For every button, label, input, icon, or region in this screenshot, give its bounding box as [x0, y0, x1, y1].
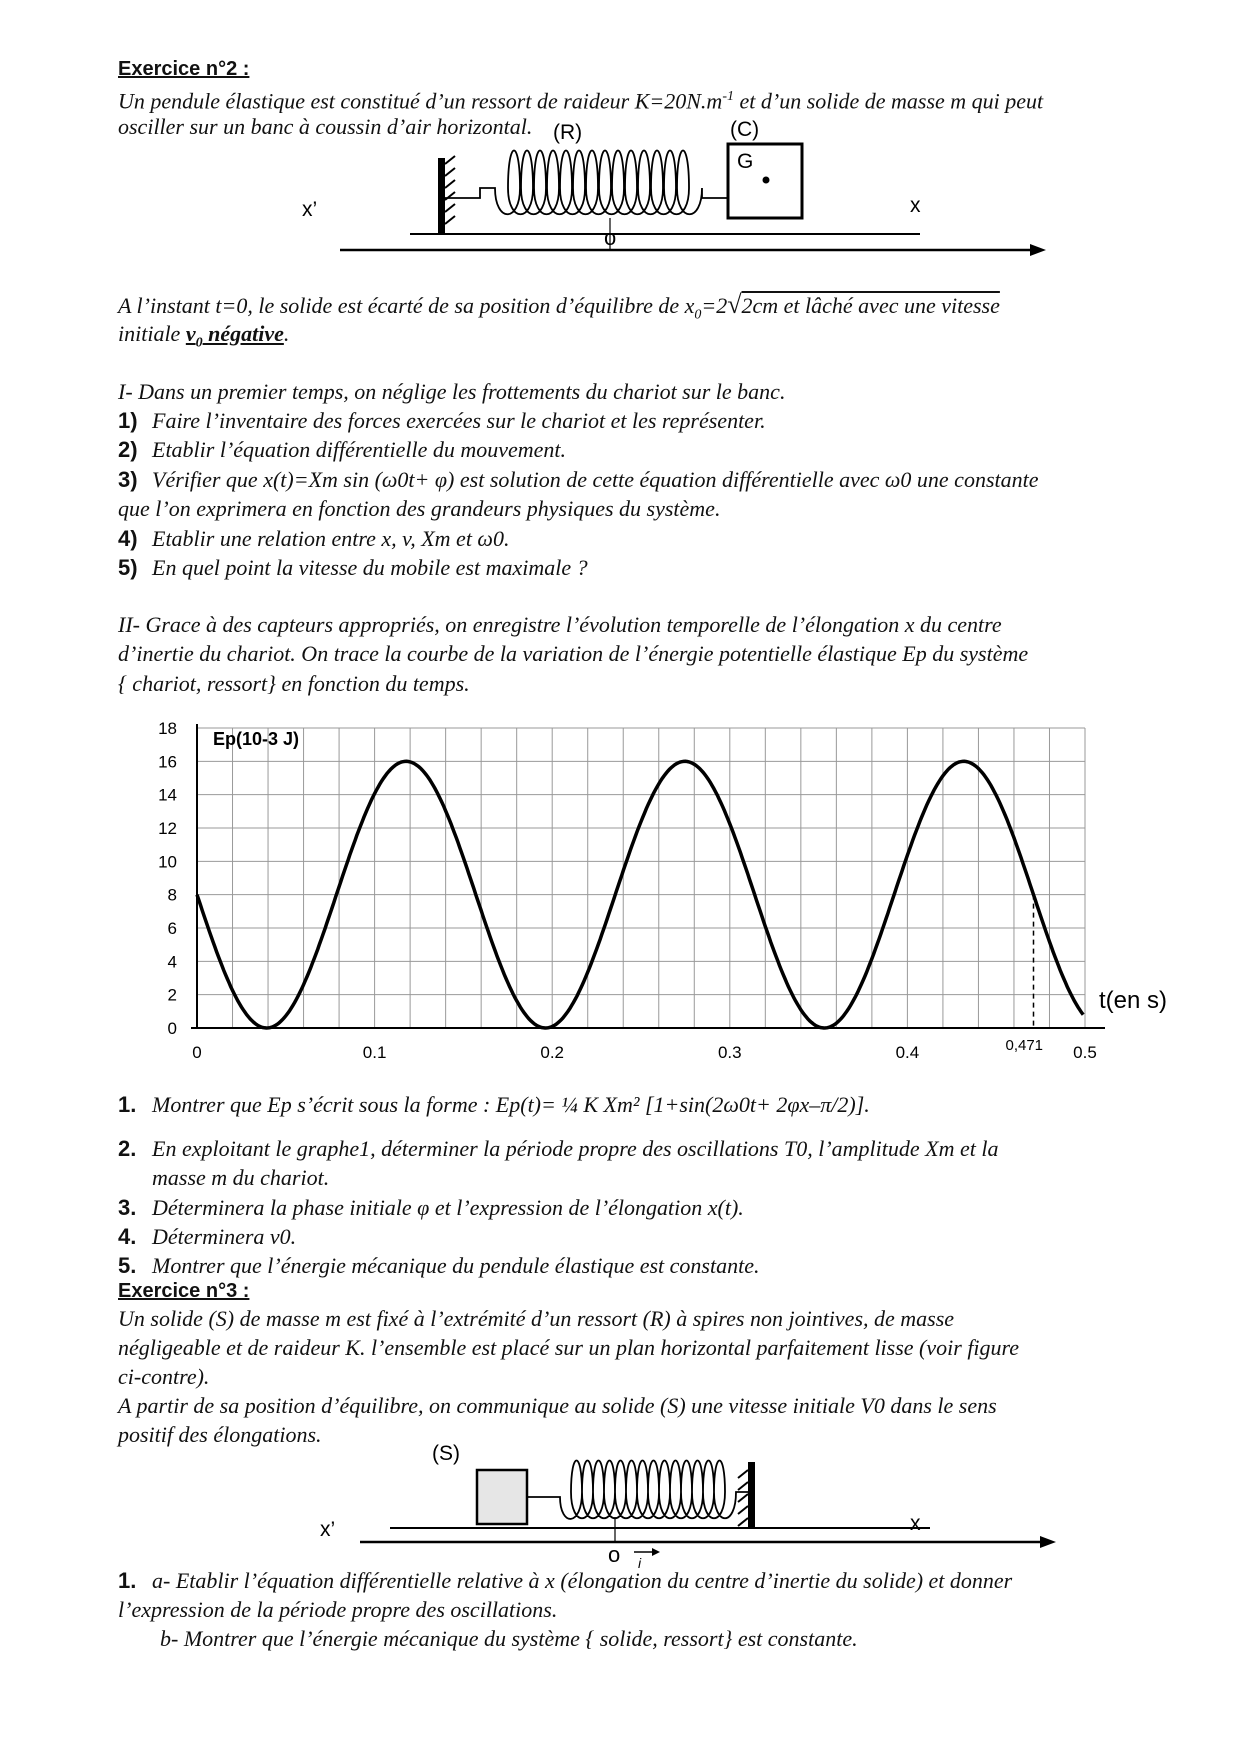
solid-label: (S): [432, 1442, 460, 1465]
y-tick-label: 12: [158, 819, 177, 838]
exercise-3-line: Un solide (S) de masse m est fixé à l’extrémité d’un ressort (R) à spires non jointives, de masse: [118, 1306, 955, 1331]
axis-left-label: x’: [302, 198, 318, 221]
y-tick-label: 18: [158, 719, 177, 738]
part1-title: I- Dans un premier temps, on néglige les frottements du chariot sur le banc.: [118, 379, 786, 404]
question-item: 5. Montrer que l’énergie mécanique du pendule élastique est constante.: [118, 1253, 760, 1278]
part2-line: { chariot, ressort} en fonction du temps.: [118, 671, 470, 696]
exercise-2-heading: Exercice n°2 :: [118, 58, 250, 80]
exercise-2-intro-line2: osciller sur un banc à coussin d’air horizontal.: [118, 114, 533, 139]
y-tick-label: 8: [167, 885, 177, 905]
ep-chart: [140, 720, 1200, 1070]
exercise-2-intro: Un pendule élastique est constitué d’un ressort de raideur $K=20N.m^{-1}$ et d’un solide de masse m qui peut: [118, 88, 1044, 114]
solid-spring-figure: [320, 1432, 1050, 1572]
x-tick-label: 0.3: [717, 1043, 742, 1062]
initial-velocity: initiale $v_0$ négative.: [118, 321, 290, 351]
x-axis-label: t(en s): [1099, 987, 1168, 1014]
cart-label: (C): [730, 118, 760, 141]
part1-item: 1) Faire l’inventaire des forces exercées sur le chariot et les représenter.: [118, 408, 766, 433]
exercise-3-line: A partir de sa position d’équilibre, on communique au solide (S) une vitesse initiale V0 dans le sens: [118, 1393, 997, 1418]
y-tick-label: 14: [158, 785, 177, 805]
axis-right-label: x: [910, 194, 921, 217]
exercise-3-line: ci-contre).: [118, 1364, 210, 1389]
exercise-3-line: positif des élongations.: [118, 1422, 322, 1447]
part1-item: 5) En quel point la vitesse du mobile est maximale ?: [118, 555, 588, 580]
spring-label: (R): [553, 121, 583, 144]
initial-conditions: A l’instant t=0, le solide est écarté de sa position d’équilibre de $x_0=2√2cm$ et lâché avec une vitesse: [118, 290, 1000, 323]
ex3-question-1a-cont: l’expression de la période propre des oscillations.: [118, 1597, 558, 1622]
y-tick-label: 16: [158, 752, 177, 772]
x-tick-label: 0.1: [362, 1043, 387, 1062]
annotation-label: 0,471: [1005, 1037, 1044, 1054]
x-tick-label: 0: [192, 1043, 202, 1062]
origin-label: o: [604, 225, 617, 250]
ex3-question-1b: b- Montrer que l’énergie mécanique du système { solide, ressort} est constante.: [160, 1626, 858, 1651]
spring-icon: [527, 1461, 748, 1519]
question-item: 4. Déterminera v0.: [118, 1224, 297, 1249]
question-item: 2. En exploitant le graphe1, déterminer la période propre des oscillations T0, l’amplitude Xm et la: [118, 1136, 999, 1161]
y-tick-label: 6: [167, 919, 177, 938]
axis-left-label: x’: [320, 1518, 336, 1541]
g-label: G: [737, 150, 754, 173]
question-item: 1. Montrer que Ep s’écrit sous la forme : Ep(t)= ¼ K Xm² [1+sin(2ω0t+ 2φx–π/2)].: [118, 1092, 870, 1117]
part1-item: 3) Vérifier que x(t)=Xm sin (ω0t+ φ) est solution de cette équation différentielle avec ω0 une constante: [118, 467, 1039, 492]
part2-line: II- Grace à des capteurs appropriés, on enregistre l’évolution temporelle de l’élongation x du centre: [118, 612, 1002, 637]
solid-block: [477, 1470, 527, 1524]
unit-vector-label: i: [638, 1555, 642, 1571]
exercise-3-line: négligeable et de raideur K. l’ensemble est placé sur un plan horizontal parfaitement lisse (voir figure: [118, 1335, 1020, 1360]
wall-icon: [748, 1462, 755, 1528]
x-tick-label: 0.4: [895, 1043, 920, 1062]
x-tick-label: 0.5: [1073, 1043, 1097, 1062]
exercise-3-heading: Exercice n°3 :: [118, 1280, 250, 1302]
y-tick-label: 10: [158, 852, 177, 872]
y-tick-label: 2: [167, 985, 177, 1005]
part2-line: d’inertie du chariot. On trace la courbe de la variation de l’énergie potentielle élastique Ep du système: [118, 641, 1029, 666]
part1-item: 2) Etablir l’équation différentielle du mouvement.: [118, 437, 567, 462]
axis-right-label: x: [910, 1512, 921, 1535]
part1-item-cont: que l’on exprimera en fonction des grandeurs physiques du système.: [118, 496, 721, 521]
x-tick-label: 0.2: [540, 1043, 565, 1062]
part1-item: 4) Etablir une relation entre x, v, Xm et ω0.: [118, 526, 510, 551]
wall-icon: [438, 158, 445, 234]
question-item-cont: masse m du chariot.: [152, 1165, 330, 1190]
y-tick-label: 0: [167, 1019, 177, 1038]
origin-label: o: [608, 1542, 621, 1567]
spring-icon: [445, 151, 728, 215]
question-item: 3. Déterminera la phase initiale φ et l’expression de l’élongation x(t).: [118, 1195, 744, 1220]
spring-cart-figure: [302, 118, 1050, 278]
y-tick-label: 4: [167, 952, 177, 972]
chart-title: Ep(10-3 J): [213, 729, 300, 749]
ex3-question-1a: 1. a- Etablir l’équation différentielle relative à x (élongation du centre d’inertie du solide) et donner: [118, 1568, 1013, 1593]
